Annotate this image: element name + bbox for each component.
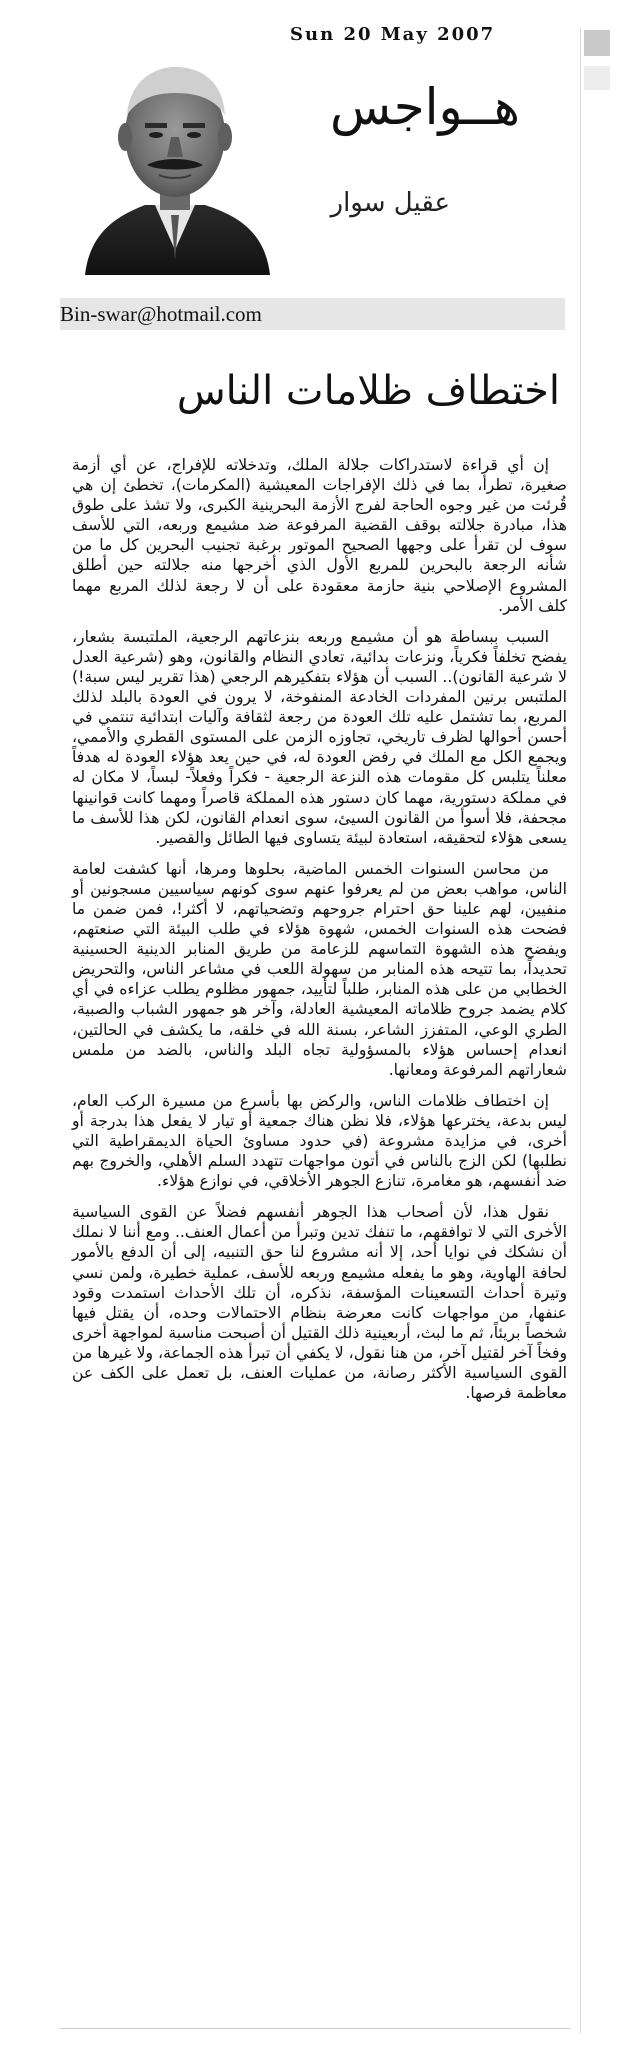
paragraph: من محاسن السنوات الخمس الماضية، بحلوها ومرها، أنها كشفت لعامة الناس، مواهب بعض من لم يعرفوا عنهم سوى كونهم سياسيين مسجونين أو منفيين، لهم علينا حق احترام جروحهم وتضحياتهم، لا أكثر!، فمن ضمن ما فضحت هذه السنوات الخمس، شهوة هؤلاء في طلب البيئة التي صنعتهم، ويفضح هذه الشهوة التماسهم للزعامة من طريق المنابر الدينية الحسينية تحديداً، بما تتيحه هذه المنابر من سهولة اللعب في مشاعر الناس، والتحريض الخطابي من على هذه المنابر، طلباً لتأييد، جمهور مظلوم يطلب عزاءه في أي كلام يضمد جروح ظلاماته المعيشية العادلة، وآخر هو جمهور الشباب والصبية، الطري الوعي، المتفزز الشاعر، بسنة الله في خلقه، ما يكشف في الحالتين، انعدام إحساس هؤلاء بالمسؤولية تجاه البلد والناس، بالضد من ملمس شعاراتهم المرفوعة ومعانها. [72,859,567,1079]
bottom-divider [60,2028,570,2029]
paragraph: السبب ببساطة هو أن مشيمع وربعه بنزعاتهم الرجعية، الملتبسة بشعار، يفضح تخلفاً فكرياً، ونزعات بدائية، تعادي النظام والقانون، وهو (شرعية العدل لا شرعية القانون).. السبب أن هؤلاء بتفكيرهم الرجعي (هذا تقرير ليس سبة!) الملتبس برنين المفردات الخادعة المنفوخة، لا يرون في العودة بالبلد لذلك المربع، بما تشتمل عليه تلك العودة من رجعة لثقافة وآليات ابتدائية تنتمي في أحسن أحوالها لظرف تاريخي، تجاوزه الزمن على المستوى القطري والأممي، ويجمع الكل مع الملك في رفض العودة له، في حين يعد هؤلاء العودة له هدفاً معلناً يتلبس كل مقومات هذه النزعة الرجعية - فكراً وفعلاً- لبساً، لا مكان له في مملكة دستورية، مهما كان دستور هذه المملكة قاصراً ومهما كانت قوانينها مجحفة، فلا أسوأ من القانون السيئ، سوى انعدام القانون، لكن هذا للأسف ما يسعى هؤلاء لتحقيقه، استعادة لبيئة يتساوى فيها الطائل والقصير. [72,627,567,847]
author-name: عقيل سوار [330,188,450,218]
column-name: هــواجس [329,78,520,136]
right-margin-strip [580,28,609,2033]
paragraph: إن اختطاف ظلامات الناس، والركض بها بأسرع من مسيرة الركب العام، ليس بدعة، يخترعها هؤلاء، فلا نظن هناك جمعية أو تيار لا يفعل هذا بدرجة أو أخرى، في مزايدة مشروعة (في حدود مساوئ الحياة الديمقراطية التي نطلبها) لكن الزج بالناس في أتون مواجهات تتهدد السلم الأهلي، والخروج بهم ضد أنفسهم، هو مغامرة، تنازع الجوهر الأخلاقي، في نوازع هؤلاء. [72,1091,567,1191]
author-email[interactable]: Bin-swar@hotmail.com [60,302,262,326]
author-photo [75,45,275,275]
publication-date: Sun 20 May 2007 [290,24,496,45]
email-bar [60,298,565,330]
paragraph: نقول هذا، لأن أصحاب هذا الجوهر أنفسهم فضلاً عن القوى السياسية الأخرى التي لا توافقهم، ما تنفك تدين وتبرأ من أعمال العنف.. ومع أننا لا نملك أن نشكك في نوايا أحد، إلا أنه مشروع لنا حق التنبيه، إلى أن الدفع بالأمور لحافة الهاوية، وهو ما يفعله مشيمع وربعه للأسف، عملية خطيرة، ولمن نسي وتيرة أحداث التسعينات المؤسفة، نذكره، أن تلك الأحداث استمدت وقود عنفها، من مواجهات كانت معرضة بنظام الاحتمالات وحده، أن يقتل فيها شخصاً بريئاً، ثم ما لبث، أربعينية ذلك القتيل أن أصبحت مناسبة لمواجهة أخرى وفخاً آخر لقتيل آخر، من هنا نقول، لا يكفي أن تبرأ هذه الجماعة، ولا غيرها من القوى السياسية الأكثر رصانة، من عمليات العنف، بل تعمل على الكف عن معاظمة فرصها. [72,1203,567,1403]
margin-marker-light [584,66,610,90]
margin-marker-dark [584,30,610,56]
paragraph: إن أي قراءة لاستدراكات جلالة الملك، وتدخلاته للإفراج، عن أي أزمة صغيرة، تطرأ، بما في ذلك الإفراجات المعيشية (المكرمات)، تخطئ إن هي قُرئت من غير وجوه الحاجة لفرج الأزمة البحرينية الكبرى، ولا تشذ على طوق هذا، مبادرة جلالته بوقف القضية المرفوعة ضد مشيمع وربعه، التي للأسف سوف لن تقرأ على وجهها الصحيح الموتور برغبة تجنيب البحرين كل ما من شأنه الرجعة بالبحرين للمربع الأول الذي أخرجها منه جلالته حين أطلق المشروع الإصلاحي بنية حازمة معقودة على أن لا رجعة لذلك المربع مهما كلف الأمر. [72,456,567,615]
article-body [72,455,567,1414]
article-title: اختطاف ظلامات الناس [176,368,560,414]
